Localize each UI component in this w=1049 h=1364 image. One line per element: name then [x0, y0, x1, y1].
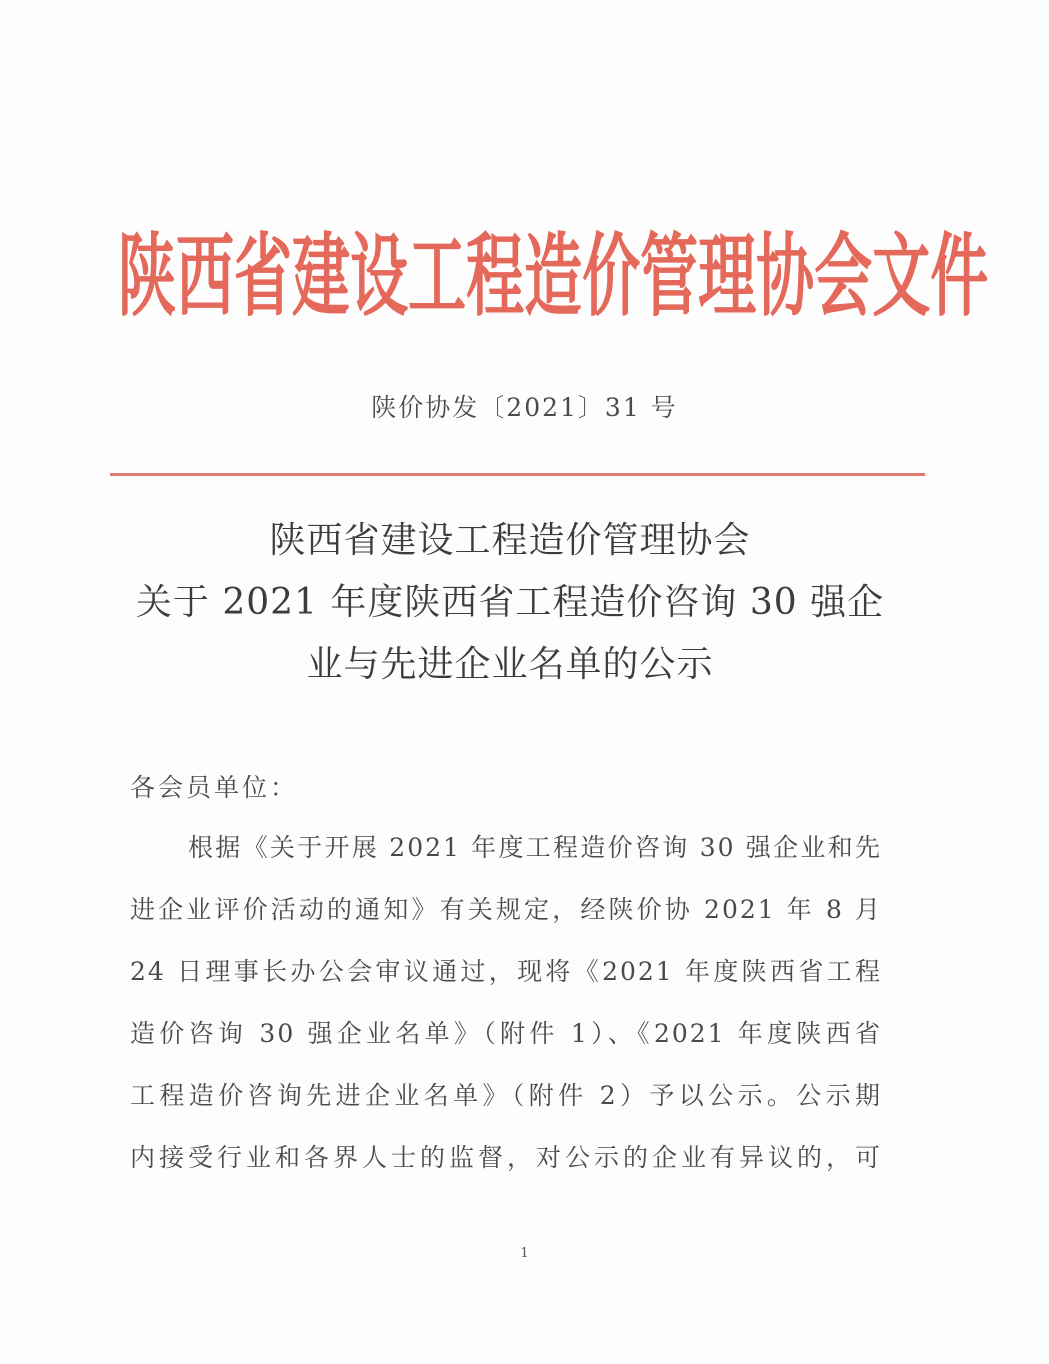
masthead-char: 陕 [118, 223, 177, 329]
masthead-char: 造 [524, 223, 583, 329]
body-text-line: 根据《关于开展 2021 年度工程造价咨询 30 强企业和先 [188, 833, 882, 862]
red-divider [110, 473, 925, 476]
masthead-char: 价 [582, 223, 641, 329]
body-text-line: 24 日理事长办公会审议通过，现将《2021 年度陕西省工程 [130, 957, 882, 986]
notice-title-line: 陕西省建设工程造价管理协会 [269, 520, 751, 561]
body-text-line: 造价咨询 30 强企业名单》（附件 1）、《2021 年度陕西省 [130, 1019, 882, 1048]
body-text-line: 内接受行业和各界人士的监督，对公示的企业有异议的，可 [130, 1143, 882, 1172]
masthead-title [118, 175, 989, 361]
masthead-char: 件 [930, 223, 989, 329]
masthead-char: 会 [814, 223, 873, 329]
masthead-char: 管 [640, 223, 699, 329]
body-text-line: 工程造价咨询先进企业名单》（附件 2）予以公示。公示期 [130, 1081, 882, 1110]
masthead-char: 工 [408, 223, 467, 329]
masthead-char: 协 [756, 223, 815, 329]
masthead-char: 西 [176, 223, 235, 329]
masthead-char: 文 [872, 223, 931, 329]
masthead-char: 理 [698, 223, 757, 329]
notice-title-line: 业与先进企业名单的公示 [306, 644, 714, 685]
salutation: 各会员单位： [130, 773, 299, 802]
notice-title-line: 关于 2021 年度陕西省工程造价咨询 30 强企 [135, 582, 885, 623]
masthead-char: 程 [466, 223, 525, 329]
document-number: 陕价协发〔2021〕31 号 [371, 393, 678, 422]
masthead-char: 省 [234, 223, 293, 329]
page-number: 1 [520, 1246, 529, 1261]
masthead-char: 设 [350, 223, 409, 329]
masthead-char: 建 [292, 223, 351, 329]
body-text-line: 进企业评价活动的通知》有关规定，经陕价协 2021 年 8 月 [130, 895, 882, 924]
